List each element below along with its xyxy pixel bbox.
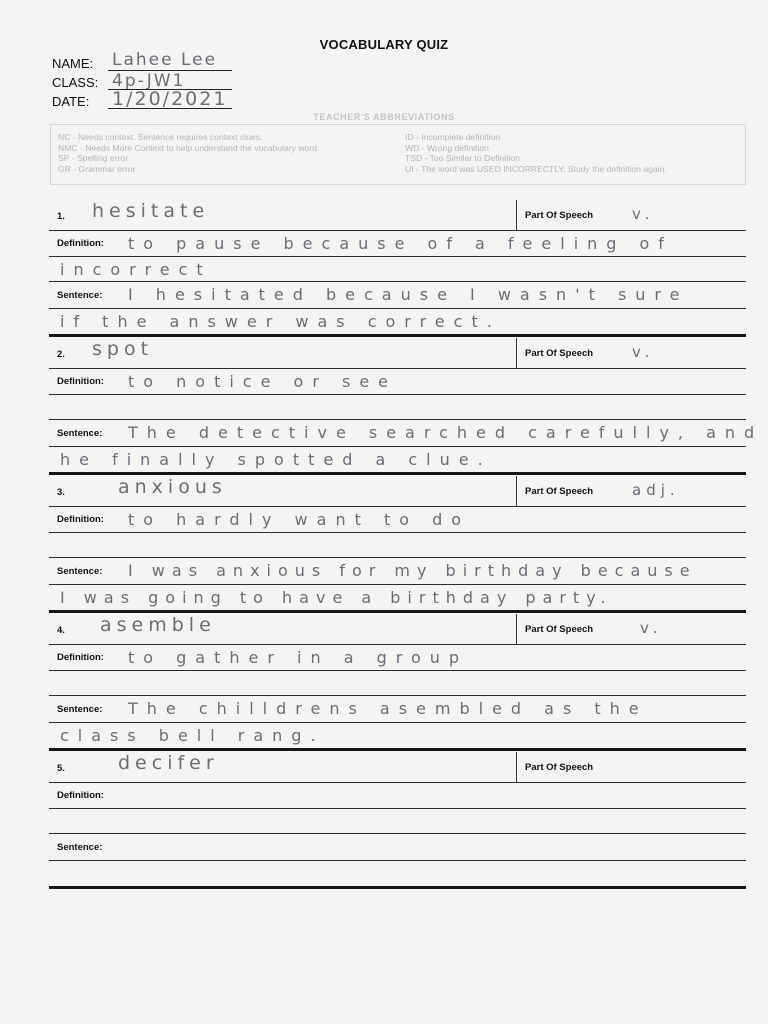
- part-of-speech-label: Part Of Speech: [525, 210, 594, 221]
- row-line: [49, 394, 746, 395]
- item-number: 1.: [57, 211, 65, 222]
- vocab-word: hesitate: [92, 200, 210, 222]
- item-separator: [49, 334, 746, 337]
- row-line: [49, 782, 746, 783]
- definition-answer: to hardly want to do: [128, 510, 471, 529]
- definition-label: Definition:: [57, 652, 104, 663]
- row-line: [49, 584, 746, 585]
- abbreviations-right: [405, 132, 667, 174]
- part-of-speech-label: Part Of Speech: [525, 624, 594, 635]
- row-line: [49, 833, 746, 834]
- part-of-speech-label: Part Of Speech: [525, 348, 594, 359]
- part-of-speech-label: Part Of Speech: [525, 762, 594, 773]
- item-number: 5.: [57, 763, 65, 774]
- part-of-speech-divider: [516, 200, 517, 230]
- date-label: DATE:: [52, 94, 90, 109]
- quiz-title: VOCABULARY QUIZ: [319, 37, 449, 52]
- name-value: Lahee Lee: [112, 50, 218, 70]
- sentence-answer-continued: if the answer was correct.: [60, 312, 501, 331]
- vocab-word: spot: [92, 338, 154, 360]
- row-line: [49, 308, 746, 309]
- row-line: [49, 256, 746, 257]
- row-line: [49, 557, 746, 558]
- part-of-speech-value: v.: [640, 619, 663, 637]
- item-number: 4.: [57, 625, 65, 636]
- row-line: [49, 532, 746, 533]
- definition-label: Definition:: [57, 514, 104, 525]
- class-value: 4p-JW1: [112, 71, 186, 91]
- definition-answer: to pause because of a feeling of: [128, 234, 673, 253]
- sentence-label: Sentence:: [57, 704, 103, 715]
- class-label: CLASS:: [52, 75, 99, 90]
- abbreviation-item: NMC - Needs More Context to help understand the vocabulary word.: [58, 142, 320, 153]
- sentence-answer: The chilldrens asembled as the: [128, 699, 648, 718]
- row-line: [49, 281, 746, 282]
- date-underline: [108, 108, 232, 109]
- sentence-answer: The detective searched carefully, and: [128, 423, 764, 442]
- row-line: [49, 695, 746, 696]
- item-separator: [49, 610, 746, 613]
- part-of-speech-divider: [516, 752, 517, 782]
- part-of-speech-value: v.: [632, 205, 655, 223]
- sentence-label: Sentence:: [57, 428, 103, 439]
- abbreviation-item: WD - Wrong definition: [405, 142, 489, 153]
- part-of-speech-divider: [516, 614, 517, 644]
- abbreviations-box: [50, 124, 746, 185]
- row-line: [49, 808, 746, 809]
- sentence-answer-continued: I was going to have a birthday party.: [60, 588, 613, 607]
- sentence-answer: I was anxious for my birthday because: [128, 561, 697, 580]
- sentence-label: Sentence:: [57, 842, 103, 853]
- row-line: [49, 670, 746, 671]
- sentence-answer-continued: he finally spotted a clue.: [60, 450, 492, 469]
- abbreviation-item: GR - Grammar error: [58, 163, 136, 174]
- sentence-answer-continued: class bell rang.: [60, 726, 325, 745]
- name-label: NAME:: [52, 56, 94, 71]
- abbreviation-item: TSD - Too Similar to Definition: [405, 153, 520, 163]
- row-line: [49, 368, 746, 369]
- abbreviation-item: SP - Spelling error: [58, 153, 129, 163]
- definition-answer: to gather in a group: [128, 648, 469, 667]
- abbreviations-left: [58, 132, 319, 174]
- abbreviations-title: TEACHER'S ABBREVIATIONS: [313, 112, 455, 122]
- item-number: 3.: [57, 487, 65, 498]
- definition-label: Definition:: [57, 790, 104, 801]
- row-line: [49, 446, 746, 447]
- sentence-label: Sentence:: [57, 566, 103, 577]
- row-line: [49, 230, 746, 231]
- part-of-speech-label: Part Of Speech: [525, 486, 594, 497]
- abbreviation-item: NC - Needs context. Sentence requires context clues.: [58, 132, 263, 142]
- sentence-label: Sentence:: [57, 290, 103, 301]
- vocab-word: anxious: [118, 476, 227, 498]
- item-separator: [49, 472, 746, 475]
- part-of-speech-divider: [516, 338, 517, 368]
- definition-label: Definition:: [57, 376, 104, 387]
- vocab-word: asemble: [100, 614, 216, 636]
- abbreviation-item: ID - Incomplete definition: [405, 132, 501, 142]
- row-line: [49, 722, 746, 723]
- row-line: [49, 419, 746, 420]
- part-of-speech-divider: [516, 476, 517, 506]
- abbreviation-item: UI - The word was USED INCORRECTLY. Study the definition again.: [405, 163, 667, 174]
- part-of-speech-value: v.: [632, 343, 655, 361]
- row-line: [49, 506, 746, 507]
- sentence-answer: I hesitated because I wasn't sure: [128, 285, 689, 304]
- row-line: [49, 860, 746, 861]
- row-line: [49, 644, 746, 645]
- part-of-speech-value: adj.: [632, 481, 680, 499]
- definition-answer: to notice or see: [128, 372, 397, 391]
- item-separator: [49, 748, 746, 751]
- vocab-word: decifer: [118, 752, 219, 774]
- definition-label: Definition:: [57, 238, 104, 249]
- date-value: 1/20/2021: [112, 88, 228, 110]
- item-number: 2.: [57, 349, 65, 360]
- item-separator: [49, 886, 746, 889]
- definition-answer-continued: incorrect: [60, 260, 212, 279]
